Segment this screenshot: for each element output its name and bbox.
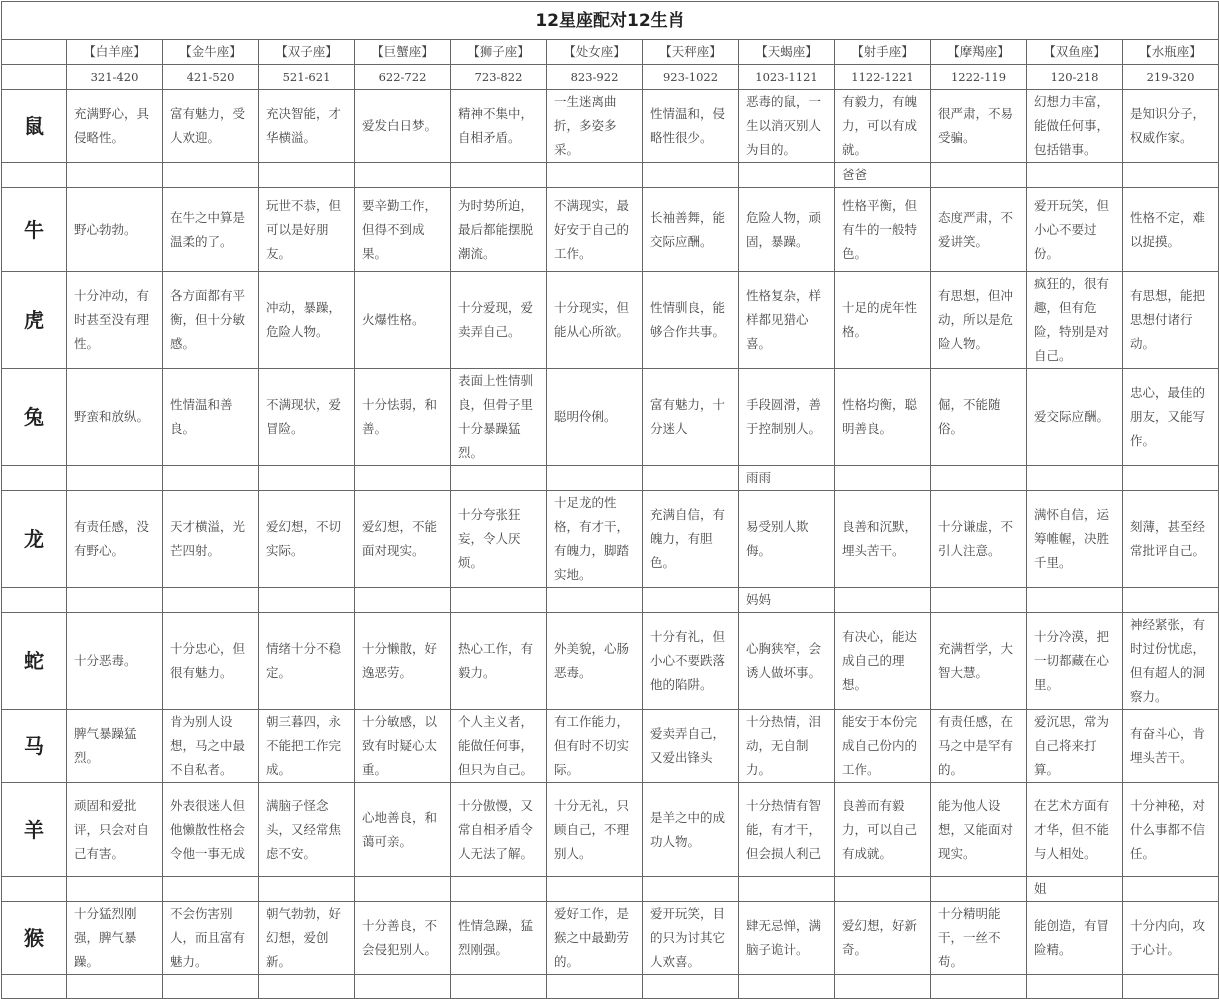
note-cell: 雨雨 [739, 466, 835, 491]
trait-cell: 爱沉思，常为自己将来打算。 [1027, 710, 1123, 783]
trait-cell: 野心勃勃。 [67, 188, 163, 272]
trait-cell: 性格复杂，样样都见猎心喜。 [739, 272, 835, 369]
note-cell [1123, 163, 1219, 188]
note-cell [1027, 975, 1123, 999]
trait-cell: 不满现实，最好安于自己的工作。 [547, 188, 643, 272]
sign-header-leo: 【狮子座】 [451, 40, 547, 65]
trait-cell: 十分神秘，对什么事都不信任。 [1123, 783, 1219, 877]
zodiac-label-rabbit: 兔 [2, 369, 67, 466]
note-cell [643, 163, 739, 188]
sign-header-virgo: 【处女座】 [547, 40, 643, 65]
trait-cell: 朝气勃勃，好幻想，爱创新。 [259, 902, 355, 975]
note-cell [259, 163, 355, 188]
trait-cell: 良善和沉默，埋头苦干。 [835, 491, 931, 588]
trait-cell: 性情温和，侵略性很少。 [643, 90, 739, 163]
trait-cell: 性格均衡，聪明善良。 [835, 369, 931, 466]
zodiac-row-horse [2, 710, 1219, 783]
zodiac-row-ox [2, 188, 1219, 272]
note-cell [835, 588, 931, 613]
note-cell [643, 588, 739, 613]
trait-cell: 性格不定，难以捉摸。 [1123, 188, 1219, 272]
date-range-scorpio: 1023-1121 [739, 65, 835, 90]
zodiac-label-monkey: 猴 [2, 902, 67, 975]
trait-cell: 很严肃，不易受骗。 [931, 90, 1027, 163]
trait-cell: 态度严肃，不爱讲笑。 [931, 188, 1027, 272]
note-cell [163, 466, 259, 491]
note-cell [259, 975, 355, 999]
note-cell [451, 975, 547, 999]
note-cell [1027, 163, 1123, 188]
note-cell [451, 163, 547, 188]
trait-cell: 十分热情有智能，有才干，但会损人利己 [739, 783, 835, 877]
trait-cell: 脾气暴躁猛烈。 [67, 710, 163, 783]
spacer-row [2, 466, 1219, 491]
trait-cell: 十分谦虚，不引人注意。 [931, 491, 1027, 588]
zodiac-label-goat: 羊 [2, 783, 67, 877]
trait-cell: 十分怯弱，和善。 [355, 369, 451, 466]
trait-cell: 十足龙的性格，有才干，有魄力，脚踏实地。 [547, 491, 643, 588]
trait-cell: 外美貌，心肠恶毒。 [547, 613, 643, 710]
date-range-sagittarius: 1122-1221 [835, 65, 931, 90]
trait-cell: 外表很迷人但他懒散性格会令他一事无成 [163, 783, 259, 877]
trait-cell: 肆无忌惮，满脑子诡计。 [739, 902, 835, 975]
sign-header-row [2, 40, 1219, 65]
trait-cell: 爱幻想，不能面对现实。 [355, 491, 451, 588]
trait-cell: 爱卖弄自己，又爱出锋头 [643, 710, 739, 783]
note-cell [67, 975, 163, 999]
trait-cell: 心胸狭窄，会诱人做坏事。 [739, 613, 835, 710]
trait-cell: 是羊之中的成功人物。 [643, 783, 739, 877]
note-cell [355, 163, 451, 188]
note-cell [1123, 588, 1219, 613]
note-cell [835, 975, 931, 999]
trait-cell: 爱好工作，是猴之中最勤劳的。 [547, 902, 643, 975]
note-cell [355, 877, 451, 902]
sign-header-capricorn: 【摩羯座】 [931, 40, 1027, 65]
corner-cell [2, 40, 67, 65]
note-cell [547, 588, 643, 613]
note-cell [931, 163, 1027, 188]
note-cell [355, 588, 451, 613]
sign-header-taurus: 【金牛座】 [163, 40, 259, 65]
corner-cell [2, 65, 67, 90]
trait-cell: 十足的虎年性格。 [835, 272, 931, 369]
trait-cell: 肯为别人设想，马之中最不自私者。 [163, 710, 259, 783]
sign-header-aquarius: 【水瓶座】 [1123, 40, 1219, 65]
date-range-gemini: 521-621 [259, 65, 355, 90]
trait-cell: 性情温和善良。 [163, 369, 259, 466]
note-cell [67, 163, 163, 188]
zodiac-label-rat: 鼠 [2, 90, 67, 163]
note-cell [547, 163, 643, 188]
trait-cell: 有思想，但冲动，所以是危险人物。 [931, 272, 1027, 369]
note-cell [259, 466, 355, 491]
trait-cell: 不满现状，爱冒险。 [259, 369, 355, 466]
trait-cell: 充满哲学，大智大慧。 [931, 613, 1027, 710]
note-cell [1027, 588, 1123, 613]
zodiac-row-dragon [2, 491, 1219, 588]
zodiac-label-dragon: 龙 [2, 491, 67, 588]
zodiac-label-tiger: 虎 [2, 272, 67, 369]
note-cell [1123, 466, 1219, 491]
trait-cell: 十分恶毒。 [67, 613, 163, 710]
trait-cell: 满脑子怪念头，又经常焦虑不安。 [259, 783, 355, 877]
trait-cell: 十分懒散，好逸恶劳。 [355, 613, 451, 710]
trait-cell: 良善而有毅力，可以自己有成就。 [835, 783, 931, 877]
zodiac-label-snake: 蛇 [2, 613, 67, 710]
spacer-row [2, 163, 1219, 188]
trait-cell: 心地善良，和蔼可亲。 [355, 783, 451, 877]
sign-header-pisces: 【双鱼座】 [1027, 40, 1123, 65]
trait-cell: 危险人物，顽固，暴躁。 [739, 188, 835, 272]
zodiac-pairing-table [1, 1, 1219, 999]
note-cell [163, 877, 259, 902]
trait-cell: 爱开玩笑，但小心不要过份。 [1027, 188, 1123, 272]
trait-cell: 朝三暮四，永不能把工作完成。 [259, 710, 355, 783]
note-cell [739, 877, 835, 902]
trait-cell: 富有魅力，十分迷人 [643, 369, 739, 466]
trait-cell: 情绪十分不稳定。 [259, 613, 355, 710]
trait-cell: 有工作能力，但有时不切实际。 [547, 710, 643, 783]
title-row [2, 2, 1219, 40]
trait-cell: 十分夸张狂妄，令人厌烦。 [451, 491, 547, 588]
trait-cell: 十分冲动，有时甚至没有理性。 [67, 272, 163, 369]
trait-cell: 爱幻想，不切实际。 [259, 491, 355, 588]
trait-cell: 十分精明能干，一丝不苟。 [931, 902, 1027, 975]
spacer-row [2, 975, 1219, 999]
sign-header-libra: 【天秤座】 [643, 40, 739, 65]
note-cell [1123, 975, 1219, 999]
date-range-cancer: 622-722 [355, 65, 451, 90]
zodiac-row-tiger [2, 272, 1219, 369]
trait-cell: 天才横溢，光芒四射。 [163, 491, 259, 588]
note-cell [643, 877, 739, 902]
zodiac-label-horse: 马 [2, 710, 67, 783]
trait-cell: 火爆性格。 [355, 272, 451, 369]
trait-cell: 要辛勤工作，但得不到成果。 [355, 188, 451, 272]
spacer-label-cell [2, 588, 67, 613]
note-cell [547, 877, 643, 902]
trait-cell: 顽固和爱批评，只会对自己有害。 [67, 783, 163, 877]
note-cell [355, 975, 451, 999]
date-range-leo: 723-822 [451, 65, 547, 90]
trait-cell: 十分善良，不会侵犯别人。 [355, 902, 451, 975]
spacer-label-cell [2, 975, 67, 999]
note-cell [67, 588, 163, 613]
trait-cell: 能安于本份完成自己份内的工作。 [835, 710, 931, 783]
trait-cell: 充满野心，具侵略性。 [67, 90, 163, 163]
trait-cell: 聪明伶俐。 [547, 369, 643, 466]
trait-cell: 野蛮和放纵。 [67, 369, 163, 466]
trait-cell: 爱幻想，好新奇。 [835, 902, 931, 975]
trait-cell: 十分冷漠，把一切都藏在心里。 [1027, 613, 1123, 710]
trait-cell: 各方面都有平衡，但十分敏感。 [163, 272, 259, 369]
trait-cell: 爱发白日梦。 [355, 90, 451, 163]
zodiac-row-rabbit [2, 369, 1219, 466]
note-cell [835, 877, 931, 902]
trait-cell: 性情驯良，能够合作共事。 [643, 272, 739, 369]
trait-cell: 十分现实，但能从心所欲。 [547, 272, 643, 369]
date-range-virgo: 823-922 [547, 65, 643, 90]
trait-cell: 是知识分子，权威作家。 [1123, 90, 1219, 163]
trait-cell: 长袖善舞，能交际应酬。 [643, 188, 739, 272]
note-cell [451, 877, 547, 902]
spacer-row [2, 588, 1219, 613]
note-cell [451, 588, 547, 613]
note-cell [739, 163, 835, 188]
trait-cell: 幻想力丰富，能做任何事，包括错事。 [1027, 90, 1123, 163]
trait-cell: 手段圆滑，善于控制别人。 [739, 369, 835, 466]
note-cell [163, 163, 259, 188]
trait-cell: 一生迷离曲折，多姿多采。 [547, 90, 643, 163]
trait-cell: 十分傲慢，又常自相矛盾令人无法了解。 [451, 783, 547, 877]
date-range-taurus: 421-520 [163, 65, 259, 90]
trait-cell: 表面上性情驯良，但骨子里十分暴躁猛烈。 [451, 369, 547, 466]
note-cell [163, 975, 259, 999]
note-cell [931, 877, 1027, 902]
date-range-pisces: 120-218 [1027, 65, 1123, 90]
trait-cell: 为时势所迫，最后都能摆脱潮流。 [451, 188, 547, 272]
spacer-row [2, 877, 1219, 902]
trait-cell: 充决智能，才华横溢。 [259, 90, 355, 163]
zodiac-row-snake [2, 613, 1219, 710]
sign-header-cancer: 【巨蟹座】 [355, 40, 451, 65]
sign-header-gemini: 【双子座】 [259, 40, 355, 65]
note-cell [931, 588, 1027, 613]
note-cell [1027, 466, 1123, 491]
trait-cell: 十分猛烈刚强，脾气暴躁。 [67, 902, 163, 975]
trait-cell: 在牛之中算是温柔的了。 [163, 188, 259, 272]
date-range-libra: 923-1022 [643, 65, 739, 90]
note-cell [67, 466, 163, 491]
zodiac-row-goat [2, 783, 1219, 877]
spacer-label-cell [2, 877, 67, 902]
trait-cell: 热心工作，有毅力。 [451, 613, 547, 710]
zodiac-label-ox: 牛 [2, 188, 67, 272]
trait-cell: 爱交际应酬。 [1027, 369, 1123, 466]
trait-cell: 有责任感，没有野心。 [67, 491, 163, 588]
sign-header-aries: 【白羊座】 [67, 40, 163, 65]
date-range-capricorn: 1222-119 [931, 65, 1027, 90]
trait-cell: 十分无礼，只顾自己，不理别人。 [547, 783, 643, 877]
date-range-aries: 321-420 [67, 65, 163, 90]
note-cell [259, 877, 355, 902]
date-range-row [2, 65, 1219, 90]
trait-cell: 刻薄，甚至经常批评自己。 [1123, 491, 1219, 588]
note-cell [163, 588, 259, 613]
note-cell: 爸爸 [835, 163, 931, 188]
trait-cell: 十分忠心，但很有魅力。 [163, 613, 259, 710]
trait-cell: 能为他人设想，又能面对现实。 [931, 783, 1027, 877]
note-cell [259, 588, 355, 613]
trait-cell: 冲动，暴躁，危险人物。 [259, 272, 355, 369]
note-cell [835, 466, 931, 491]
trait-cell: 在艺术方面有才华，但不能与人相处。 [1027, 783, 1123, 877]
note-cell [547, 466, 643, 491]
note-cell [643, 466, 739, 491]
trait-cell: 性格平衡，但有牛的一般特色。 [835, 188, 931, 272]
trait-cell: 忠心，最佳的朋友，又能写作。 [1123, 369, 1219, 466]
note-cell [451, 466, 547, 491]
sign-header-sagittarius: 【射手座】 [835, 40, 931, 65]
note-cell [643, 975, 739, 999]
spacer-label-cell [2, 466, 67, 491]
trait-cell: 有思想，能把思想付诸行动。 [1123, 272, 1219, 369]
trait-cell: 能创造，有冒险精。 [1027, 902, 1123, 975]
trait-cell: 疯狂的，很有趣，但有危险，特别是对自己。 [1027, 272, 1123, 369]
trait-cell: 个人主义者，能做任何事，但只为自己。 [451, 710, 547, 783]
trait-cell: 恶毒的鼠，一生以消灭别人为目的。 [739, 90, 835, 163]
date-range-aquarius: 219-320 [1123, 65, 1219, 90]
trait-cell: 神经紧张，有时过份忧虑，但有超人的洞察力。 [1123, 613, 1219, 710]
sign-header-scorpio: 【天蝎座】 [739, 40, 835, 65]
trait-cell: 十分内向，攻于心计。 [1123, 902, 1219, 975]
trait-cell: 有责任感，在马之中是罕有的。 [931, 710, 1027, 783]
trait-cell: 十分热情，泪动，无自制力。 [739, 710, 835, 783]
trait-cell: 十分敏感，以致有时疑心太重。 [355, 710, 451, 783]
note-cell: 姐 [1027, 877, 1123, 902]
trait-cell: 不会伤害别人，而且富有魅力。 [163, 902, 259, 975]
zodiac-row-rat [2, 90, 1219, 163]
trait-cell: 富有魅力，受人欢迎。 [163, 90, 259, 163]
trait-cell: 十分爱现，爱卖弄自己。 [451, 272, 547, 369]
trait-cell: 有奋斗心，肯埋头苦干。 [1123, 710, 1219, 783]
note-cell [67, 877, 163, 902]
trait-cell: 易受别人欺侮。 [739, 491, 835, 588]
note-cell [547, 975, 643, 999]
table-title: 12星座配对12生肖 [2, 2, 1219, 40]
note-cell: 妈妈 [739, 588, 835, 613]
trait-cell: 满怀自信，运筹帷幄，决胜千里。 [1027, 491, 1123, 588]
spacer-label-cell [2, 163, 67, 188]
note-cell [931, 975, 1027, 999]
trait-cell: 有决心，能达成自己的理想。 [835, 613, 931, 710]
trait-cell: 倔，不能随俗。 [931, 369, 1027, 466]
trait-cell: 精神不集中，自相矛盾。 [451, 90, 547, 163]
trait-cell: 玩世不恭，但可以是好朋友。 [259, 188, 355, 272]
trait-cell: 性情急躁，猛烈刚强。 [451, 902, 547, 975]
trait-cell: 充满自信，有魄力，有胆色。 [643, 491, 739, 588]
note-cell [931, 466, 1027, 491]
zodiac-row-monkey [2, 902, 1219, 975]
trait-cell: 十分有礼，但小心不要跌落他的陷阱。 [643, 613, 739, 710]
trait-cell: 有毅力，有魄力，可以有成就。 [835, 90, 931, 163]
note-cell [739, 975, 835, 999]
note-cell [1123, 877, 1219, 902]
note-cell [355, 466, 451, 491]
trait-cell: 爱开玩笑，目的只为讨其它人欢喜。 [643, 902, 739, 975]
